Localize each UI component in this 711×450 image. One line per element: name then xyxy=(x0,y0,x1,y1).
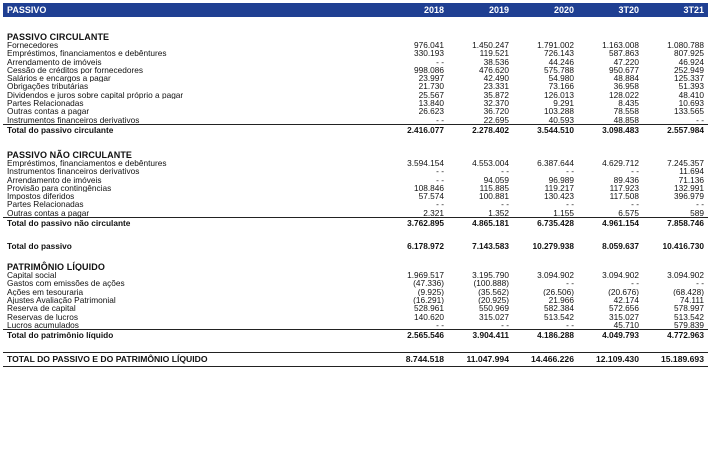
row-value: 1.080.788 xyxy=(667,41,704,50)
row-value: - - xyxy=(566,279,574,288)
spacer-cell xyxy=(3,252,708,259)
row-value: 11.047.994 xyxy=(448,353,513,367)
row-value: - - xyxy=(436,167,444,176)
row-value: 513.542 xyxy=(674,312,704,321)
section-title: PASSIVO NÃO CIRCULANTE xyxy=(7,149,133,159)
spacer-cell xyxy=(3,340,708,353)
table-row xyxy=(3,288,708,296)
row-value: 51.393 xyxy=(678,82,704,91)
row-value: 9.291 xyxy=(553,99,574,108)
row-value: 1.163.008 xyxy=(602,41,639,50)
row-value: - - xyxy=(566,167,574,176)
table-row xyxy=(3,192,708,200)
row-value: 582.384 xyxy=(544,304,574,313)
spacer-row xyxy=(3,17,708,29)
row-value: (9.925) xyxy=(417,287,444,296)
row-label: Lucros acumulados xyxy=(7,320,79,330)
row-value: 48.858 xyxy=(613,115,639,125)
row-label: Total do patrimônio líquido xyxy=(3,330,383,341)
row-value: 36.958 xyxy=(613,82,639,91)
row-value: 74.111 xyxy=(679,295,704,305)
table-row xyxy=(3,176,708,184)
row-label: Obrigações tributárias xyxy=(7,82,89,91)
row-value: 10.416.730 xyxy=(662,240,704,251)
section-title-row xyxy=(3,259,708,271)
row-value: 42.490 xyxy=(483,74,509,83)
row-label: Reserva de capital xyxy=(7,304,76,313)
row-value: 73.166 xyxy=(548,82,574,91)
row-value: 4.961.154 xyxy=(578,218,643,229)
row-value: 133.565 xyxy=(674,107,704,116)
section-title-row xyxy=(3,147,708,159)
row-value: 1.352 xyxy=(488,208,509,218)
row-label: Dividendos e juros sobre capital próprio a pagar xyxy=(7,90,184,100)
table-row xyxy=(3,49,708,57)
row-value: 396.979 xyxy=(674,192,704,201)
row-value: 40.593 xyxy=(548,115,574,125)
section-title: PASSIVO CIRCULANTE xyxy=(7,31,110,41)
row-value: 3.762.895 xyxy=(383,218,448,229)
row-label: Empréstimos, financiamentos e debêntures xyxy=(7,49,167,58)
row-label: Fornecedores xyxy=(7,41,59,50)
row-value: (26.506) xyxy=(543,287,574,296)
row-label: Arrendamento de imóveis xyxy=(7,57,102,66)
table-row xyxy=(3,116,708,125)
table-row xyxy=(3,184,708,192)
spacer-cell xyxy=(3,135,708,147)
row-value: 589 xyxy=(690,208,704,218)
table-row xyxy=(3,107,708,115)
row-value: 13.840 xyxy=(418,99,444,108)
row-label: Cessão de créditos por fornecedores xyxy=(7,65,144,75)
row-value: 42.174 xyxy=(613,295,639,305)
header-year-2020: 2020 xyxy=(513,3,578,17)
row-value: 128.022 xyxy=(609,90,639,100)
row-value: 2.278.402 xyxy=(448,124,513,135)
spacer-row xyxy=(3,252,708,259)
table-row xyxy=(3,321,708,330)
row-value: 2.557.984 xyxy=(643,124,708,135)
table-row xyxy=(3,271,708,279)
row-value: 14.466.226 xyxy=(513,353,578,367)
row-value: 6.178.972 xyxy=(407,240,444,251)
row-value: 3.594.154 xyxy=(407,158,444,168)
row-value: 25.567 xyxy=(418,90,444,100)
row-value: 998.086 xyxy=(414,65,444,75)
table-row xyxy=(3,99,708,107)
row-value: 108.846 xyxy=(414,183,444,193)
row-value: 6.575 xyxy=(618,208,639,218)
row-value: - - xyxy=(436,57,444,66)
row-value: 7.858.746 xyxy=(643,218,708,229)
row-value: - - xyxy=(631,279,639,288)
table-row xyxy=(3,200,708,208)
row-label: Outras contas a pagar xyxy=(7,208,90,218)
row-value: - - xyxy=(501,320,509,330)
row-value: 2.565.546 xyxy=(383,330,448,341)
row-value: - - xyxy=(436,320,444,330)
row-value: 3.098.483 xyxy=(578,124,643,135)
row-value: 100.881 xyxy=(479,192,509,201)
row-value: 46.924 xyxy=(678,57,704,66)
spacer-cell xyxy=(3,17,708,29)
row-value: 578.997 xyxy=(674,304,704,313)
table-row xyxy=(3,41,708,49)
row-value: 1.791.002 xyxy=(537,41,574,50)
row-label: Salários e encargos a pagar xyxy=(7,74,111,83)
row-value: 8.435 xyxy=(618,99,639,108)
row-value: 1.155 xyxy=(553,208,574,218)
row-value: 126.013 xyxy=(544,90,574,100)
spacer-row xyxy=(3,135,708,147)
row-value: 6.735.428 xyxy=(513,218,578,229)
row-value: 96.989 xyxy=(548,175,574,184)
table-row xyxy=(3,66,708,74)
grand-total-row xyxy=(3,353,708,367)
table-row xyxy=(3,304,708,312)
subtotal-row xyxy=(3,124,708,135)
equity-total-row xyxy=(3,330,708,341)
row-value: 57.574 xyxy=(418,192,444,201)
row-value: (47.336) xyxy=(413,279,444,288)
row-value: 4.049.793 xyxy=(578,330,643,341)
row-value: 94.059 xyxy=(483,175,509,184)
row-value: 1.969.517 xyxy=(407,271,444,280)
row-value: 3.904.411 xyxy=(448,330,513,341)
table-row xyxy=(3,91,708,99)
row-value: 4.553.004 xyxy=(472,158,509,168)
row-value: - - xyxy=(696,279,704,288)
row-label: Total do passivo circulante xyxy=(3,124,383,135)
row-value: 950.677 xyxy=(609,65,639,75)
row-value: 125.337 xyxy=(674,74,704,83)
row-value: 11.694 xyxy=(679,167,704,176)
row-value: 976.041 xyxy=(414,41,444,50)
row-value: 115.885 xyxy=(479,183,509,193)
row-value: 4.629.712 xyxy=(602,158,639,168)
row-value: 6.387.644 xyxy=(537,158,574,168)
row-value: 587.863 xyxy=(609,49,639,58)
row-value: - - xyxy=(566,320,574,330)
row-value: 22.695 xyxy=(483,115,509,125)
row-value: 35.872 xyxy=(483,90,509,100)
row-value: 26.623 xyxy=(418,107,444,116)
row-value: 54.980 xyxy=(548,74,574,83)
row-label: Arrendamento de imóveis xyxy=(7,175,102,184)
spacer-row xyxy=(3,228,708,240)
row-value: 48.410 xyxy=(678,90,704,100)
row-value: 48.884 xyxy=(613,74,639,83)
table-header-row xyxy=(3,3,708,17)
row-value: 21.966 xyxy=(548,295,574,305)
row-value: 572.656 xyxy=(609,304,639,313)
row-label: Provisão para contingências xyxy=(7,183,112,193)
row-label: Capital social xyxy=(7,271,57,280)
row-value: (20.676) xyxy=(608,287,639,296)
section-title: PATRIMÔNIO LÍQUIDO xyxy=(7,261,105,272)
row-value: 315.027 xyxy=(479,312,509,321)
header-year-2018: 2018 xyxy=(383,3,448,17)
row-value: 726.143 xyxy=(544,49,574,58)
row-value: - - xyxy=(631,200,639,209)
section-title-row xyxy=(3,29,708,41)
spacer-row xyxy=(3,340,708,353)
row-value: 550.969 xyxy=(479,304,509,313)
table-row xyxy=(3,74,708,82)
liabilities-table xyxy=(3,3,708,367)
row-value: 2.321 xyxy=(423,208,444,218)
table-row xyxy=(3,313,708,321)
row-value: 36.720 xyxy=(483,107,509,116)
header-year-2019: 2019 xyxy=(448,3,513,17)
row-label: Ações em tesouraria xyxy=(7,287,84,296)
row-value: 10.693 xyxy=(678,99,704,108)
row-label: Ajustes Avaliação Patrimonial xyxy=(7,295,116,305)
row-value: 476.620 xyxy=(479,65,509,75)
row-value: 1.450.247 xyxy=(472,41,509,50)
row-value: 807.925 xyxy=(674,49,704,58)
row-value: 89.436 xyxy=(613,175,639,184)
row-value: 4.865.181 xyxy=(448,218,513,229)
row-value: (100.888) xyxy=(473,279,509,288)
row-value: 119.217 xyxy=(544,183,574,193)
row-value: (35.562) xyxy=(478,287,509,296)
row-value: 10.279.938 xyxy=(532,240,574,251)
row-value: 252.949 xyxy=(674,65,704,75)
row-label: Total do passivo xyxy=(7,240,72,251)
row-label: TOTAL DO PASSIVO E DO PATRIMÔNIO LÍQUIDO xyxy=(3,353,383,367)
row-value: (20.925) xyxy=(478,295,509,305)
row-value: 4.772.963 xyxy=(643,330,708,341)
row-value: 8.059.637 xyxy=(602,240,639,251)
row-value: 71.136 xyxy=(678,175,704,184)
row-value: 23.997 xyxy=(418,74,444,83)
row-label: Total do passivo não circulante xyxy=(3,218,383,229)
row-value: 3.094.902 xyxy=(602,271,639,280)
row-value: 117.923 xyxy=(609,183,639,193)
row-value: - - xyxy=(566,200,574,209)
row-label: Outras contas a pagar xyxy=(7,107,90,116)
table-row xyxy=(3,159,708,167)
row-label: Reservas de lucros xyxy=(7,312,79,321)
row-label: Impostos diferidos xyxy=(7,192,75,201)
row-value: 3.544.510 xyxy=(513,124,578,135)
row-value: 3.094.902 xyxy=(537,271,574,280)
row-value: 330.193 xyxy=(414,49,444,58)
row-value: 47.220 xyxy=(613,57,639,66)
row-value: 315.027 xyxy=(609,312,639,321)
row-value: 140.620 xyxy=(414,312,444,321)
row-value: 3.195.790 xyxy=(472,271,509,280)
header-period-3t21: 3T21 xyxy=(643,3,708,17)
row-label: Partes Relacionadas xyxy=(7,99,84,108)
row-value: 513.542 xyxy=(544,312,574,321)
row-value: 32.370 xyxy=(483,99,509,108)
row-value: - - xyxy=(696,115,704,125)
row-value: 130.423 xyxy=(544,192,574,201)
row-value: 23.331 xyxy=(483,82,509,91)
spacer-cell xyxy=(3,228,708,240)
row-label: Instrumentos financeiros derivativos xyxy=(7,167,140,176)
table-row xyxy=(3,279,708,287)
row-value: 38.536 xyxy=(483,57,509,66)
row-value: 575.788 xyxy=(544,65,574,75)
subtotal-row xyxy=(3,218,708,229)
row-value: 117.508 xyxy=(609,192,639,201)
row-value: 21.730 xyxy=(418,82,444,91)
row-value: 3.094.902 xyxy=(667,271,704,280)
row-label: Empréstimos, financiamentos e debêntures xyxy=(7,158,167,168)
row-value: - - xyxy=(501,200,509,209)
row-value: - - xyxy=(436,200,444,209)
row-value: 119.521 xyxy=(479,49,509,58)
row-value: - - xyxy=(501,167,509,176)
row-value: (16.291) xyxy=(413,295,444,305)
row-value: 132.991 xyxy=(674,183,704,193)
row-value: 528.961 xyxy=(414,304,444,313)
row-value: (68.428) xyxy=(673,287,704,296)
row-value: 78.558 xyxy=(613,107,639,116)
table-row xyxy=(3,209,708,218)
row-value: - - xyxy=(436,115,444,125)
total-liabilities-row xyxy=(3,240,708,252)
row-label: Partes Relacionadas xyxy=(7,200,84,209)
row-value: 7.143.583 xyxy=(472,240,509,251)
row-value: - - xyxy=(631,167,639,176)
row-value: 7.245.357 xyxy=(667,158,704,168)
row-value: - - xyxy=(696,200,704,209)
row-label: Gastos com emissões de ações xyxy=(7,279,125,288)
row-value: 103.288 xyxy=(544,107,574,116)
row-value: 579.839 xyxy=(674,320,704,330)
header-period-3t20: 3T20 xyxy=(578,3,643,17)
row-label: Instrumentos financeiros derivativos xyxy=(7,115,140,125)
row-value: - - xyxy=(436,175,444,184)
table-row xyxy=(3,167,708,175)
table-row xyxy=(3,82,708,90)
table-row xyxy=(3,296,708,304)
row-value: 12.109.430 xyxy=(578,353,643,367)
row-value: 4.186.288 xyxy=(513,330,578,341)
row-value: 45.710 xyxy=(613,320,639,330)
row-value: 8.744.518 xyxy=(383,353,448,367)
row-value: 15.189.693 xyxy=(643,353,708,367)
row-value: 2.416.077 xyxy=(383,124,448,135)
row-value: 44.246 xyxy=(548,57,574,66)
header-label: PASSIVO xyxy=(3,3,383,17)
table-row xyxy=(3,58,708,66)
